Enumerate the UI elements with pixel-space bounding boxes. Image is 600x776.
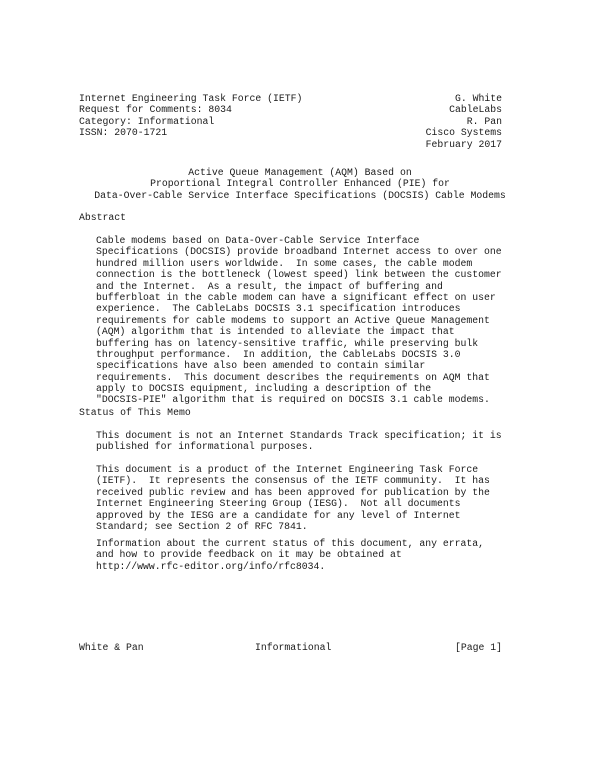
paragraph-line: published for informational purposes. <box>96 441 314 453</box>
status-paragraph-1 <box>96 430 506 453</box>
paragraph-line: requirements for cable modems to support an Active Queue Management <box>96 314 490 326</box>
paragraph-line: throughput performance. In addition, the CableLabs DOCSIS 3.0 <box>96 348 461 360</box>
paragraph-line: approved by the IESG are a candidate for any level of Internet <box>96 509 461 521</box>
paragraph-line: "DOCSIS-PIE" algorithm that is required on DOCSIS 3.1 cable modems. <box>96 394 490 406</box>
paragraph-line: (IETF). It represents the consensus of the IETF community. It has <box>96 475 490 487</box>
paragraph-line: experience. The CableLabs DOCSIS 3.1 specification introduces <box>96 303 461 315</box>
header-author-1: G. White <box>454 93 502 104</box>
title-line: Data-Over-Cable Service Interface Specifications (DOCSIS) Cable Modems <box>94 189 506 201</box>
header-organization: Internet Engineering Task Force (IETF) <box>79 93 303 104</box>
paragraph-line: bufferbloat in the cable modem can have a significant effect on user <box>96 291 496 303</box>
abstract-paragraph <box>96 235 506 406</box>
paragraph-line: requirements. This document describes the requirements on AQM that <box>96 371 490 383</box>
paragraph-line: hundred million users worldwide. In some cases, the cable modem <box>96 257 473 269</box>
header-rfc-number: Request for Comments: 8034 <box>79 104 232 116</box>
status-heading: Status of This Memo <box>79 407 191 418</box>
header-issn: ISSN: 2070-1721 <box>79 127 168 139</box>
paragraph-line: apply to DOCSIS equipment, including a description of the <box>96 383 432 395</box>
header-author-2: R. Pan <box>466 115 502 127</box>
paragraph-line: Specifications (DOCSIS) provide broadband Internet access to over one <box>96 246 502 258</box>
paragraph-line: and the Internet. As a result, the impact of buffering and <box>96 280 443 292</box>
paragraph-line: Information about the current status of this document, any errata, <box>96 538 485 549</box>
paragraph-line: Standard; see Section 2 of RFC 7841. <box>96 520 308 532</box>
header-category: Category: Informational <box>79 115 215 127</box>
header-date: February 2017 <box>425 138 502 150</box>
abstract-heading: Abstract <box>79 212 127 223</box>
paragraph-line: This document is not an Internet Standards Track specification; it is <box>96 430 502 441</box>
paragraph-line: (AQM) algorithm that is intended to alleviate the impact that <box>96 326 455 338</box>
paragraph-line: This document is a product of the Internet Engineering Task Force <box>96 464 479 475</box>
title-line: Proportional Integral Controller Enhanced (PIE) for <box>150 178 450 190</box>
footer-authors: White & Pan <box>79 642 144 653</box>
status-paragraph-3 <box>96 538 506 572</box>
paragraph-line: Internet Engineering Steering Group (IESG). Not all documents <box>96 498 461 510</box>
paragraph-line: connection is the bottleneck (lowest speed) link between the customer <box>96 269 502 281</box>
rfc-editor-link[interactable]: http://www.rfc-editor.org/info/rfc8034. <box>96 560 326 572</box>
footer-category: Informational <box>255 642 332 653</box>
header-affiliation-2: Cisco Systems <box>425 127 502 139</box>
footer-page-number: [Page 1] <box>454 642 502 653</box>
paragraph-line: and how to provide feedback on it may be obtained at <box>96 549 402 561</box>
status-paragraph-2 <box>96 464 506 532</box>
paragraph-line: Cable modems based on Data-Over-Cable Service Interface <box>96 235 420 246</box>
header-affiliation-1: CableLabs <box>449 104 502 116</box>
paragraph-line: received public review and has been approved for publication by the <box>96 486 490 498</box>
paragraph-line: specifications have also been amended to contain similar <box>96 360 426 372</box>
paragraph-line: buffering has on latency-sensitive traffic, while preserving bulk <box>96 337 479 349</box>
title-line: Active Queue Management (AQM) Based on <box>188 167 412 178</box>
